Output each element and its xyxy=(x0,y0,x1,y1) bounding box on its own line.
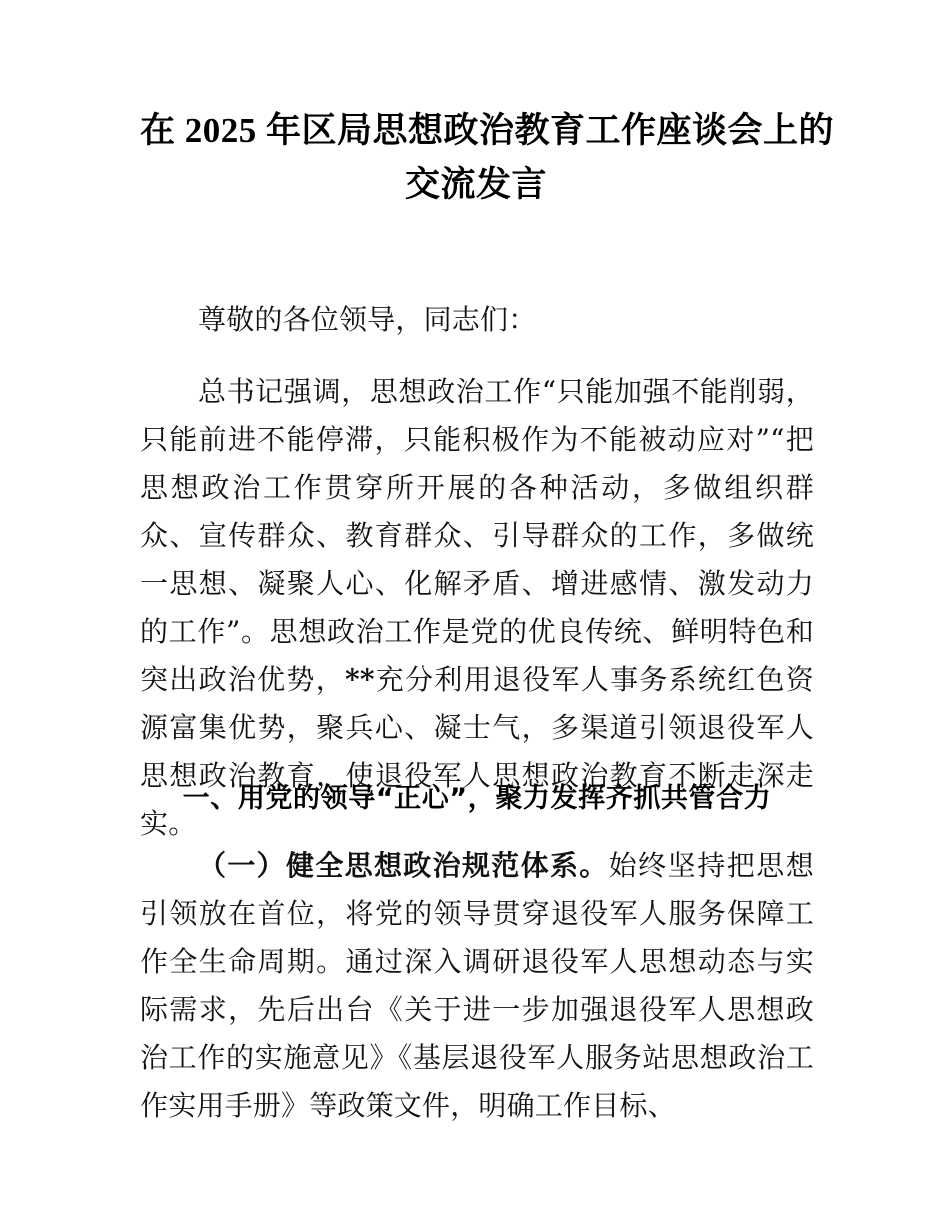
section-heading-1 xyxy=(140,775,814,823)
subsection-1-1-paragraph xyxy=(140,842,814,1130)
subsection-1-1-lead-in: （一）健全思想政治规范体系。 xyxy=(198,849,609,882)
document-title xyxy=(140,104,835,212)
subsection-1-1-text: 始终坚持把思想引领放在首位，将党的领导贯穿退役军人服务保障工作全生命周期。通过深入调研退役军人思想动态与实际需求，先后出台《关于进一步加强退役军人思想政治工作的实施意见》《基层退役军人服务站思想政治工作实用手册》等政策文件，明确工作目标、 xyxy=(140,849,814,1122)
salutation-paragraph xyxy=(140,296,814,344)
opening-paragraph-text-part-2: 充分利用退役军人事务系统红色资源富集优势，聚兵心、凝士气，多渠道引领退役军人思想政治教育，使退役军人思想政治教育不断走深走实。 xyxy=(140,663,814,840)
document-title-line-2: 交流发言 xyxy=(404,165,547,204)
salutation-text: 尊敬的各位领导，同志们： xyxy=(198,303,537,336)
redaction-marker: ** xyxy=(345,663,375,696)
document-title-line-1: 在 2025 年区局思想政治教育工作座谈会上的 xyxy=(140,111,835,150)
section-heading-1-text: 一、用党的领导“正心”，聚力发挥齐抓共管合力 xyxy=(182,783,772,814)
opening-paragraph-text-part-1: 总书记强调，思想政治工作“只能加强不能削弱，只能前进不能停滞，只能积极作为不能被动应对”“把思想政治工作贯穿所开展的各种活动，多做组织群众、宣传群众、教育群众、引导群众的工作，多做统一思想、凝聚人心、化解矛盾、增进感情、激发动力的工作”。思想政治工作是党的优良传统、鲜明特色和突出政治优势， xyxy=(140,375,814,696)
